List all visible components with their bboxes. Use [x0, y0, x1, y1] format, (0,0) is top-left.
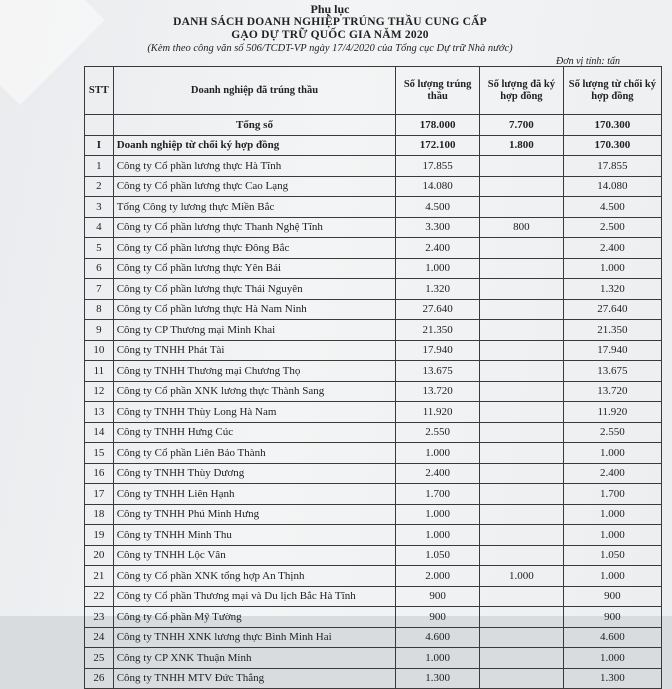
- table-row: [85, 361, 662, 382]
- row-company: Công ty TNHH Liên Hạnh: [113, 484, 396, 505]
- total-label: Tổng số: [113, 115, 396, 136]
- row-won: 17.855: [396, 156, 480, 177]
- row-refused: 1.700: [563, 484, 661, 505]
- row-signed: [480, 484, 564, 505]
- table-row: [85, 463, 662, 484]
- row-won: 2.550: [396, 422, 480, 443]
- row-signed: [480, 197, 564, 218]
- row-won: 11.920: [396, 402, 480, 423]
- row-refused: 17.940: [563, 340, 661, 361]
- row-stt: 17: [85, 484, 114, 505]
- row-company: Công ty TNHH MTV Đức Thắng: [113, 668, 396, 689]
- table-row: [85, 320, 662, 341]
- total-won: 178.000: [396, 115, 480, 136]
- row-stt: 2: [85, 176, 114, 197]
- row-refused: 1.000: [563, 443, 661, 464]
- row-signed: [480, 258, 564, 279]
- row-company: Tổng Công ty lương thực Miền Bắc: [113, 197, 396, 218]
- row-signed: [480, 340, 564, 361]
- row-signed: [480, 504, 564, 525]
- row-stt: 16: [85, 463, 114, 484]
- row-won: 13.675: [396, 361, 480, 382]
- group-won: 172.100: [396, 135, 480, 156]
- table-row: [85, 238, 662, 259]
- row-stt: 12: [85, 381, 114, 402]
- row-stt: 3: [85, 197, 114, 218]
- table-row: [85, 525, 662, 546]
- row-signed: [480, 156, 564, 177]
- row-refused: 2.400: [563, 463, 661, 484]
- row-company: Công ty Cổ phần lương thực Yên Bái: [113, 258, 396, 279]
- row-refused: 4.500: [563, 197, 661, 218]
- row-company: Công ty TNHH Phát Tài: [113, 340, 396, 361]
- row-won: 21.350: [396, 320, 480, 341]
- table-row: [85, 484, 662, 505]
- col-won: Số lượng trúng thầu: [396, 67, 480, 115]
- row-signed: [480, 381, 564, 402]
- table-row: [85, 545, 662, 566]
- row-refused: 1.000: [563, 648, 661, 669]
- row-signed: 1.000: [480, 566, 564, 587]
- row-won: 13.720: [396, 381, 480, 402]
- row-company: Công ty Cổ phần XNK tổng hợp An Thịnh: [113, 566, 396, 587]
- row-won: 4.500: [396, 197, 480, 218]
- col-refused: Số lượng từ chối ký hợp đồng: [563, 67, 661, 115]
- row-won: 1.000: [396, 648, 480, 669]
- row-refused: 21.350: [563, 320, 661, 341]
- row-company: Công ty TNHH Thùy Long Hà Nam: [113, 402, 396, 423]
- row-signed: [480, 648, 564, 669]
- row-company: Công ty Cổ phần Mỹ Tường: [113, 607, 396, 628]
- row-stt: 13: [85, 402, 114, 423]
- row-won: 1.000: [396, 525, 480, 546]
- row-refused: 13.720: [563, 381, 661, 402]
- row-won: 1.050: [396, 545, 480, 566]
- row-company: Công ty Cổ phần XNK lương thực Thành Sang: [113, 381, 396, 402]
- total-signed: 7.700: [480, 115, 564, 136]
- total-row: [85, 115, 662, 136]
- row-refused: 900: [563, 607, 661, 628]
- document-title: DANH SÁCH DOANH NGHIỆP TRÚNG THẦU CUNG CẤP: [173, 16, 487, 28]
- row-company: Công ty Cổ phần lương thực Đông Bắc: [113, 238, 396, 259]
- row-company: Công ty TNHH Lộc Vân: [113, 545, 396, 566]
- table-row: [85, 668, 662, 689]
- row-company: Công ty TNHH Phú Minh Hưng: [113, 504, 396, 525]
- row-stt: 1: [85, 156, 114, 177]
- row-signed: [480, 422, 564, 443]
- table-row: [85, 627, 662, 648]
- col-signed: Số lượng đã ký hợp đồng: [480, 67, 564, 115]
- row-company: Công ty TNHH Hưng Cúc: [113, 422, 396, 443]
- row-won: 1.000: [396, 504, 480, 525]
- table-row: [85, 586, 662, 607]
- table-row: [85, 648, 662, 669]
- row-won: 2.400: [396, 463, 480, 484]
- table-row: [85, 443, 662, 464]
- row-signed: [480, 545, 564, 566]
- row-stt: 21: [85, 566, 114, 587]
- row-stt: 22: [85, 586, 114, 607]
- row-company: Công ty Cổ phần lương thực Thanh Nghệ Tĩnh: [113, 217, 396, 238]
- row-won: 1.300: [396, 668, 480, 689]
- contractor-table: [84, 66, 662, 689]
- table-row: [85, 197, 662, 218]
- group-signed: 1.800: [480, 135, 564, 156]
- row-won: 14.080: [396, 176, 480, 197]
- row-stt: 5: [85, 238, 114, 259]
- table-row: [85, 258, 662, 279]
- col-company: Doanh nghiệp đã trúng thầu: [113, 67, 396, 115]
- row-company: Công ty TNHH Thương mại Chương Thọ: [113, 361, 396, 382]
- col-stt: STT: [85, 67, 114, 115]
- row-stt: 4: [85, 217, 114, 238]
- row-company: Công ty Cổ phần lương thực Hà Tĩnh: [113, 156, 396, 177]
- row-stt: 8: [85, 299, 114, 320]
- row-refused: 14.080: [563, 176, 661, 197]
- row-company: Công ty CP Thương mại Minh Khai: [113, 320, 396, 341]
- row-won: 27.640: [396, 299, 480, 320]
- row-refused: 1.050: [563, 545, 661, 566]
- table-row: [85, 381, 662, 402]
- table-row: [85, 279, 662, 300]
- row-won: 3.300: [396, 217, 480, 238]
- row-refused: 2.550: [563, 422, 661, 443]
- row-stt: 20: [85, 545, 114, 566]
- row-signed: [480, 320, 564, 341]
- row-company: Công ty Cổ phần Liên Bảo Thành: [113, 443, 396, 464]
- row-signed: [480, 443, 564, 464]
- row-signed: [480, 361, 564, 382]
- unit-label: Đơn vị tính: tấn: [556, 56, 620, 67]
- row-company: Công ty CP XNK Thuận Minh: [113, 648, 396, 669]
- row-won: 2.400: [396, 238, 480, 259]
- row-won: 1.320: [396, 279, 480, 300]
- row-won: 17.940: [396, 340, 480, 361]
- group-name: Doanh nghiệp từ chối ký hợp đồng: [113, 135, 396, 156]
- reference-note: (Kèm theo công văn số 506/TCDT-VP ngày 17/4/2020 của Tổng cục Dự trữ Nhà nước): [147, 43, 513, 54]
- row-signed: [480, 238, 564, 259]
- row-won: 2.000: [396, 566, 480, 587]
- table-row: [85, 402, 662, 423]
- row-signed: [480, 402, 564, 423]
- row-won: 900: [396, 607, 480, 628]
- row-stt: 11: [85, 361, 114, 382]
- row-refused: 1.000: [563, 525, 661, 546]
- row-refused: 1.000: [563, 258, 661, 279]
- table-row: [85, 176, 662, 197]
- group-refused: 170.300: [563, 135, 661, 156]
- row-company: Công ty Cổ phần Thương mại và Du lịch Bắc Hà Tĩnh: [113, 586, 396, 607]
- table-row: [85, 217, 662, 238]
- row-company: Công ty TNHH XNK lương thực Bình Minh Hai: [113, 627, 396, 648]
- table-header-row: [85, 67, 662, 115]
- total-stt: [85, 115, 114, 136]
- row-company: Công ty TNHH Thùy Dương: [113, 463, 396, 484]
- row-stt: 7: [85, 279, 114, 300]
- row-won: 900: [396, 586, 480, 607]
- row-stt: 6: [85, 258, 114, 279]
- row-signed: [480, 299, 564, 320]
- row-signed: [480, 279, 564, 300]
- row-company: Công ty TNHH Minh Thu: [113, 525, 396, 546]
- row-stt: 14: [85, 422, 114, 443]
- table-wrapper: [84, 66, 672, 689]
- row-won: 4.600: [396, 627, 480, 648]
- row-company: Công ty Cổ phần lương thực Cao Lạng: [113, 176, 396, 197]
- row-company: Công ty Cổ phần lương thực Thái Nguyên: [113, 279, 396, 300]
- row-refused: 27.640: [563, 299, 661, 320]
- row-won: 1.700: [396, 484, 480, 505]
- row-stt: 19: [85, 525, 114, 546]
- row-refused: 11.920: [563, 402, 661, 423]
- appendix-label: Phụ lục: [310, 2, 350, 16]
- row-refused: 13.675: [563, 361, 661, 382]
- row-refused: 1.320: [563, 279, 661, 300]
- row-refused: 900: [563, 586, 661, 607]
- table-row: [85, 340, 662, 361]
- row-signed: [480, 525, 564, 546]
- row-stt: 18: [85, 504, 114, 525]
- group-stt: I: [85, 135, 114, 156]
- row-stt: 23: [85, 607, 114, 628]
- row-signed: [480, 668, 564, 689]
- row-signed: [480, 607, 564, 628]
- table-row: [85, 566, 662, 587]
- row-refused: 1.000: [563, 566, 661, 587]
- row-stt: 15: [85, 443, 114, 464]
- table-row: [85, 607, 662, 628]
- row-stt: 24: [85, 627, 114, 648]
- row-refused: 2.400: [563, 238, 661, 259]
- row-stt: 26: [85, 668, 114, 689]
- table-row: [85, 422, 662, 443]
- row-company: Công ty Cổ phần lương thực Hà Nam Ninh: [113, 299, 396, 320]
- group-row: [85, 135, 662, 156]
- table-row: [85, 504, 662, 525]
- table-row: [85, 156, 662, 177]
- table-row: [85, 299, 662, 320]
- row-signed: [480, 627, 564, 648]
- row-won: 1.000: [396, 258, 480, 279]
- row-stt: 25: [85, 648, 114, 669]
- row-stt: 10: [85, 340, 114, 361]
- row-won: 1.000: [396, 443, 480, 464]
- row-refused: 1.300: [563, 668, 661, 689]
- total-refused: 170.300: [563, 115, 661, 136]
- row-stt: 9: [85, 320, 114, 341]
- row-refused: 1.000: [563, 504, 661, 525]
- row-signed: [480, 176, 564, 197]
- row-signed: [480, 463, 564, 484]
- row-refused: 4.600: [563, 627, 661, 648]
- row-refused: 17.855: [563, 156, 661, 177]
- document-header: [90, 2, 570, 55]
- row-refused: 2.500: [563, 217, 661, 238]
- document-subtitle: GẠO DỰ TRỮ QUỐC GIA NĂM 2020: [231, 29, 429, 41]
- row-signed: 800: [480, 217, 564, 238]
- row-signed: [480, 586, 564, 607]
